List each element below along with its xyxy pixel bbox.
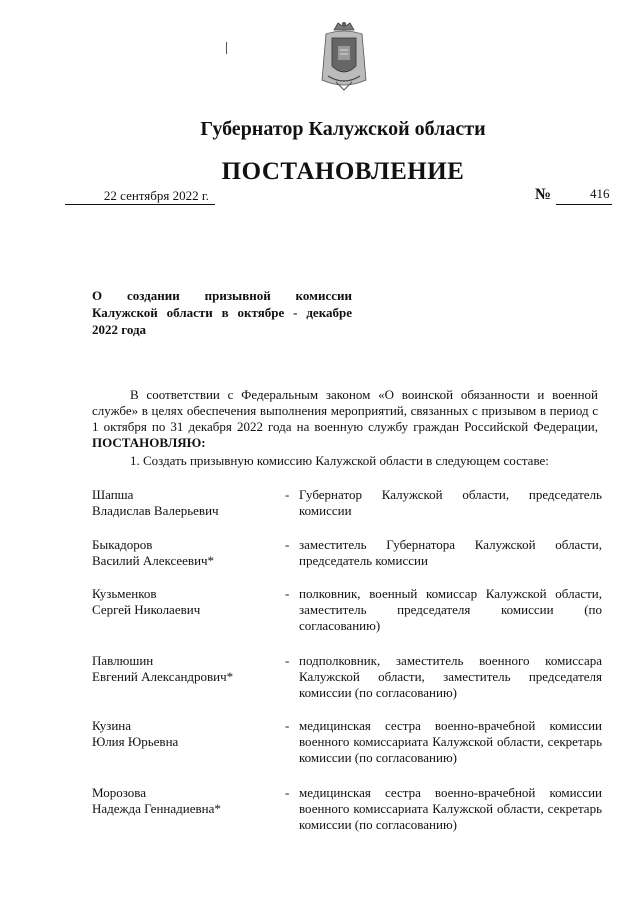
member-position: медицинская сестра военно-врачебной комиссии военного комиссариата Калужской области, секретарь комиссии (по согласованию) [299, 718, 602, 765]
item-1: 1. Создать призывную комиссию Калужской области в следующем составе: [130, 453, 549, 468]
coat-of-arms-emblem [318, 20, 370, 92]
member-given-names: Евгений Александрович* [92, 669, 234, 684]
decree-word: ПОСТАНОВЛЯЮ: [92, 435, 206, 450]
member-surname: Павлюшин [92, 653, 154, 668]
member-dash: - [285, 785, 290, 800]
document-type: ПОСТАНОВЛЕНИЕ [221, 158, 465, 185]
member-position: медицинская сестра военно-врачебной комиссии военного комиссариата Калужской области, секретарь комиссии (по согласованию) [299, 785, 602, 832]
member-name [92, 785, 282, 817]
date-text: 22 сентября 2022 г. [103, 188, 209, 203]
member-surname: Кузьменков [92, 586, 157, 601]
member-dash: - [285, 537, 290, 552]
intro-text: В соответствии с Федеральным законом «О воинской обязанности и военной службе» в целях обеспечения выполнения мероприятий, связанных с призывом в период с 1 октября по 31 декабря 2022 года на военную службу граждан Российской Федерации, [92, 387, 598, 434]
member-given-names: Владислав Валерьевич [92, 503, 219, 518]
member-given-names: Надежда Геннадиевна* [92, 801, 221, 816]
scan-mark [226, 42, 227, 54]
member-dash: - [285, 653, 290, 668]
member-position: заместитель Губернатора Калужской области, председатель комиссии [299, 537, 602, 568]
document-subject: О создании призывной комиссии Калужской области в октябре - декабре 2022 года [92, 288, 352, 337]
number-label: № [535, 186, 552, 203]
member-surname: Кузина [92, 718, 132, 733]
authority-title: Губернатор Калужской области [200, 118, 486, 140]
member-position: полковник, военный комиссар Калужской области, заместитель председателя комиссии (по согласованию) [299, 586, 602, 633]
member-name [92, 653, 282, 685]
member-name [92, 537, 282, 569]
member-surname: Морозова [92, 785, 147, 800]
member-given-names: Сергей Николаевич [92, 602, 201, 617]
document-date [65, 186, 215, 205]
member-surname: Шапша [92, 487, 134, 502]
member-surname: Быкадоров [92, 537, 153, 552]
member-dash: - [285, 718, 290, 733]
member-name [92, 487, 282, 519]
member-given-names: Юлия Юрьевна [92, 734, 179, 749]
member-dash: - [285, 487, 290, 502]
member-name [92, 586, 282, 618]
document-number: 416 [590, 186, 610, 201]
member-position: подполковник, заместитель военного комиссара Калужской области, заместитель председателя комиссии (по согласованию) [299, 653, 602, 700]
member-name [92, 718, 282, 750]
intro-paragraph [92, 387, 598, 451]
member-given-names: Василий Алексеевич* [92, 553, 215, 568]
member-dash: - [285, 586, 290, 601]
member-position: Губернатор Калужской области, председатель комиссии [299, 487, 602, 518]
